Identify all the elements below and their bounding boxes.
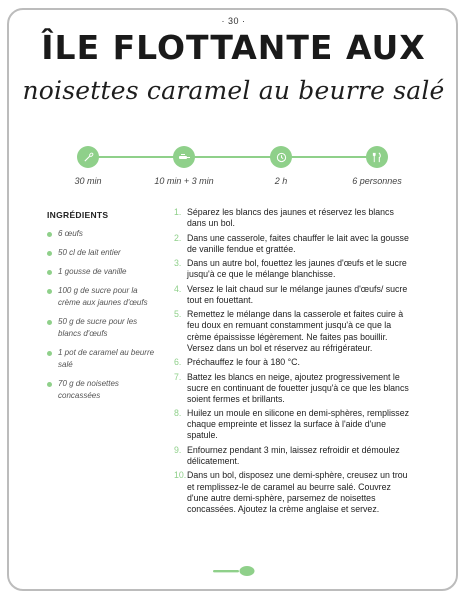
instruction-step	[174, 258, 410, 280]
step-text: Huilez un moule en silicone en demi-sphères, remplissez chaque empreinte et lissez la surface à l'aide d'une spatule.	[187, 408, 409, 441]
step-text: Versez le lait chaud sur le mélange jaunes d'œufs/ sucre tout en fouettant.	[187, 283, 408, 305]
ingredient-item: 1 gousse de vanille	[47, 266, 157, 278]
step-text: Dans un autre bol, fouettez les jaunes d'œufs et le sucre jusqu'à ce que le mélange blanchisse.	[187, 258, 407, 280]
step-number: 7.	[174, 371, 182, 382]
step-text: Séparez les blancs des jaunes et réservez les blancs dans un bol.	[187, 207, 394, 229]
step-text: Préchauffez le four à 180 °C.	[187, 357, 300, 368]
step-number: 3.	[174, 258, 182, 269]
recipe-timeline	[40, 146, 430, 206]
ingredient-item: 100 g de sucre pour la crème aux jaunes d'œufs	[47, 285, 157, 309]
instruction-step	[174, 284, 410, 306]
instruction-step	[174, 445, 410, 467]
timeline-label-cook: 10 min + 3 min	[154, 176, 214, 186]
whisk-icon	[77, 146, 99, 168]
timeline-step-prep	[43, 146, 133, 186]
step-number: 8.	[174, 408, 182, 419]
recipe-title: ÎLE FLOTTANTE AUX	[41, 28, 426, 67]
step-text: Battez les blancs en neige, ajoutez progressivement le sucre en continuant de fouetter jusqu'à ce que les blancs soient fermes et brillants.	[187, 371, 409, 404]
ingredient-item: 1 pot de caramel au beurre salé	[47, 347, 157, 371]
step-text: Dans une casserole, faites chauffer le lait avec la gousse de vanille fendue et grattée.	[187, 232, 409, 254]
step-number: 6.	[174, 357, 182, 368]
spoon-icon	[213, 564, 255, 578]
step-number: 9.	[174, 444, 182, 455]
cutlery-icon	[366, 146, 388, 168]
instructions-section	[174, 207, 410, 518]
instruction-step	[174, 233, 410, 255]
ingredient-item: 50 g de sucre pour les blancs d'œufs	[47, 316, 157, 340]
timeline-label-prep: 30 min	[74, 176, 102, 186]
page-number: · 30 ·	[221, 16, 246, 26]
recipe-subtitle: noisettes caramel au beurre salé	[22, 76, 445, 105]
timeline-step-rest	[236, 146, 326, 186]
timeline-label-servings: 6 personnes	[352, 176, 402, 186]
instruction-step	[174, 372, 410, 405]
ingredient-item: 6 œufs	[47, 228, 157, 240]
instructions-list	[174, 207, 410, 515]
pan-icon	[173, 146, 195, 168]
instruction-step	[174, 207, 410, 229]
step-number: 2.	[174, 232, 182, 243]
step-text: Enfournez pendant 3 min, laissez refroidir et démoulez délicatement.	[187, 444, 400, 466]
step-number: 4.	[174, 283, 182, 294]
ingredients-heading: INGRÉDIENTS	[47, 210, 109, 220]
timeline-step-servings	[332, 146, 422, 186]
timeline-step-cook	[139, 146, 229, 186]
step-text: Remettez le mélange dans la casserole et faites cuire à feu doux en remuant constamment jusqu'à ce que la crème épaississe légèrement. Ne faites pas bouillir. Versez dans un bol et réservez au réfrigérateur.	[187, 309, 404, 353]
clock-icon	[270, 146, 292, 168]
instruction-step	[174, 309, 410, 353]
step-number: 10.	[174, 470, 187, 481]
step-number: 1.	[174, 207, 182, 217]
timeline-label-rest: 2 h	[274, 176, 288, 186]
ingredient-item: 70 g de noisettes concassées	[47, 378, 157, 402]
ingredients-list	[47, 228, 157, 402]
ingredient-item: 50 cl de lait entier	[47, 247, 157, 259]
instruction-step	[174, 470, 410, 514]
step-text: Dans un bol, disposez une demi-sphère, creusez un trou et remplissez-le de caramel au beurre salé. Couvrez d'une autre demi-sphère, parsemez de noisettes concassées. Ajoutez la crème anglaise et servez.	[187, 470, 408, 514]
instruction-step	[174, 408, 410, 441]
instruction-step	[174, 357, 410, 368]
step-number: 5.	[174, 309, 182, 320]
ingredients-section	[47, 210, 157, 409]
